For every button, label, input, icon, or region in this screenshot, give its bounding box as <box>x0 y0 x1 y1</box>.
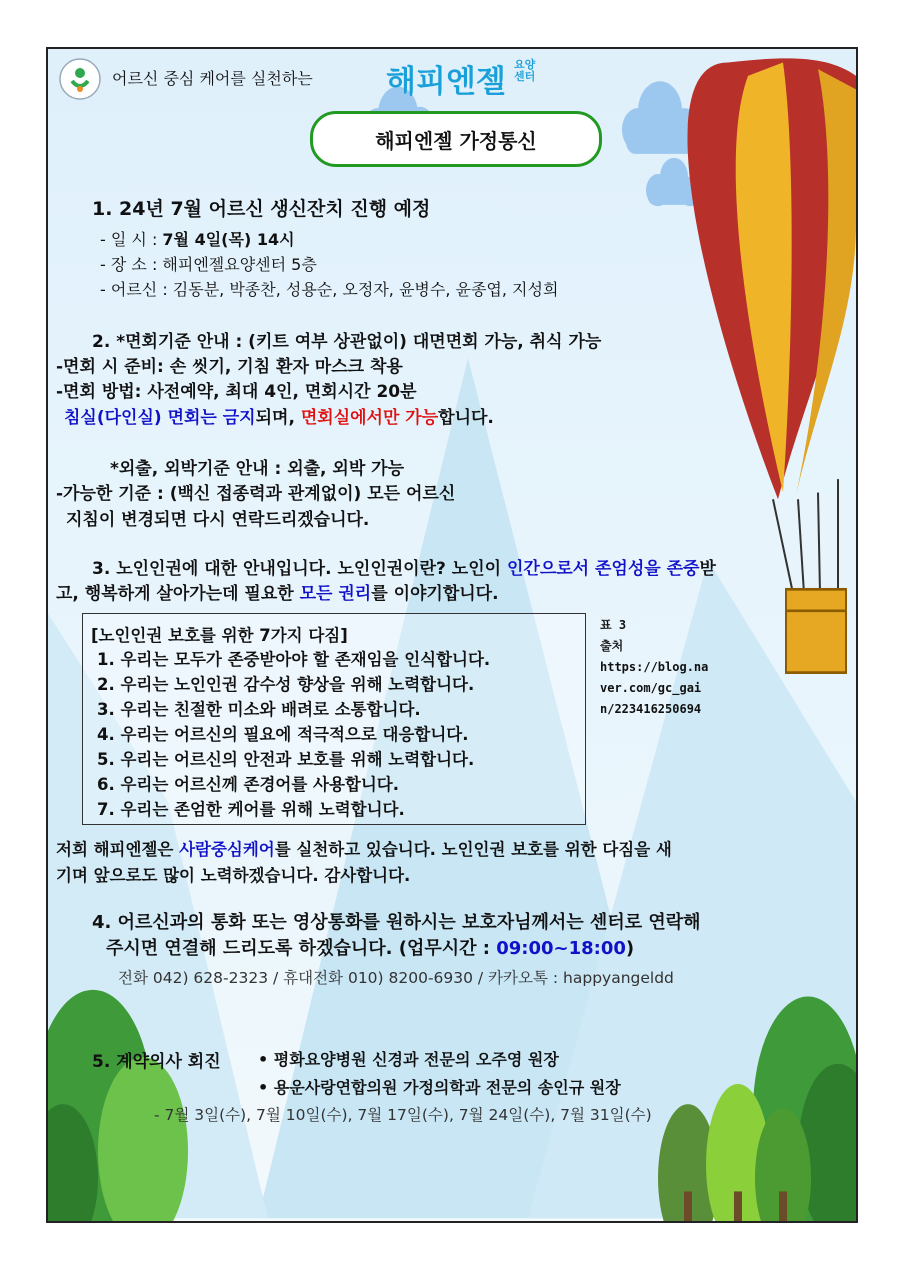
section1-date-line: - 일 시 : 7월 4일(목) 14시 <box>100 230 295 249</box>
brand-name: 해피엔젤 <box>386 64 506 99</box>
outing-criteria: -가능한 기준 : (백신 접종력과 관계없이) 모든 어르신 <box>56 484 456 504</box>
header-slogan: 어르신 중심 케어를 실천하는 <box>112 69 313 88</box>
source-link[interactable]: n/223416250694 <box>600 702 702 716</box>
closing-line2: 기며 앞으로도 많이 노력하겠습니다. 감사합니다. <box>56 866 411 885</box>
source-link[interactable]: https://blog.na <box>600 660 709 674</box>
pledge-item: 7. 우리는 존엄한 케어를 위해 노력합니다. <box>97 800 405 819</box>
doctor-1: • 평화요양병원 신경과 전문의 오주영 원장 <box>258 1050 559 1069</box>
pledge-item: 2. 우리는 노인인권 감수성 향상을 위해 노력합니다. <box>97 675 475 694</box>
section4-line1: 4. 어르신과의 통화 또는 영상통화를 원하시는 보호자님께서는 센터로 연락해 <box>92 912 701 933</box>
section5-heading: 5. 계약의사 회진 <box>92 1052 221 1072</box>
frame-overlay <box>46 47 858 923</box>
section1-place-line: - 장 소 : 해피엔젤요양센터 5층 <box>100 255 317 274</box>
section3-intro-line2: 고, 행복하게 살아가는데 필요한 모든 권리를 이야기합니다. <box>56 584 499 604</box>
source-link[interactable]: ver.com/gc_gai <box>600 681 702 695</box>
visit-preparation: -면회 시 준비: 손 씻기, 기침 환자 마스크 착용 <box>56 357 403 377</box>
brand-subtitle: 요양 센터 <box>514 58 536 83</box>
section2-heading: 2. *면회기준 안내 : (키트 여부 상관없이) 대면면회 가능, 취식 가능 <box>92 332 602 352</box>
section3-intro-line1: 3. 노인인권에 대한 안내입니다. 노인인권이란? 노인이 인간으로서 존엄성을 존중받 <box>92 559 716 579</box>
closing-line1: 저희 해피엔젤은 사람중심케어를 실천하고 있습니다. 노인인권 보호를 위한 다짐을 새 <box>56 840 672 859</box>
section4-line2: 주시면 연결해 드리도록 하겠습니다. (업무시간 : 09:00~18:00) <box>106 938 635 959</box>
outing-heading: *외출, 외박기준 안내 : 외출, 외박 가능 <box>110 459 405 479</box>
pledge-item: 6. 우리는 어르신께 존경어를 사용합니다. <box>97 775 400 794</box>
pledge-item: 1. 우리는 모두가 존중받아야 할 존재임을 인식합니다. <box>97 650 491 669</box>
pledge-item: 5. 우리는 어르신의 안전과 보호를 위해 노력합니다. <box>97 750 475 769</box>
outing-note: 지침이 변경되면 다시 연락드리겠습니다. <box>66 510 370 530</box>
section1-heading: 1. 24년 7월 어르신 생신잔치 진행 예정 <box>92 198 431 220</box>
visit-dates: - 7월 3일(수), 7월 10일(수), 7월 17일(수), 7월 24일(수), 7월 31일(수) <box>154 1106 652 1124</box>
contact-info: 전화 042) 628-2323 / 휴대전화 010) 8200-6930 / 카카오톡 : happyangeldd <box>118 969 674 987</box>
visit-method: -면회 방법: 사전예약, 최대 4인, 면회시간 20분 <box>56 382 417 402</box>
visit-notice: 침실(다인실) 면회는 금지되며, 면회실에서만 가능합니다. <box>64 408 494 428</box>
section1-residents-line: - 어르신 : 김동분, 박종찬, 성용순, 오정자, 윤병수, 윤종엽, 지성희 <box>100 280 559 299</box>
pledge-item: 4. 우리는 어르신의 필요에 적극적으로 대응합니다. <box>97 725 469 744</box>
doctor-2: • 용운사랑연합의원 가정의학과 전문의 송인규 원장 <box>258 1078 621 1097</box>
pledge-item: 3. 우리는 친절한 미소와 배려로 소통합니다. <box>97 700 421 719</box>
pledge-box-title: [노인인권 보호를 위한 7가지 다짐] <box>91 626 348 645</box>
newsletter-title: 해피엔젤 가정통신 <box>310 111 602 167</box>
image-source-caption: 표 3 출처 https://blog.na ver.com/gc_gai n/223416250694 <box>600 615 708 720</box>
